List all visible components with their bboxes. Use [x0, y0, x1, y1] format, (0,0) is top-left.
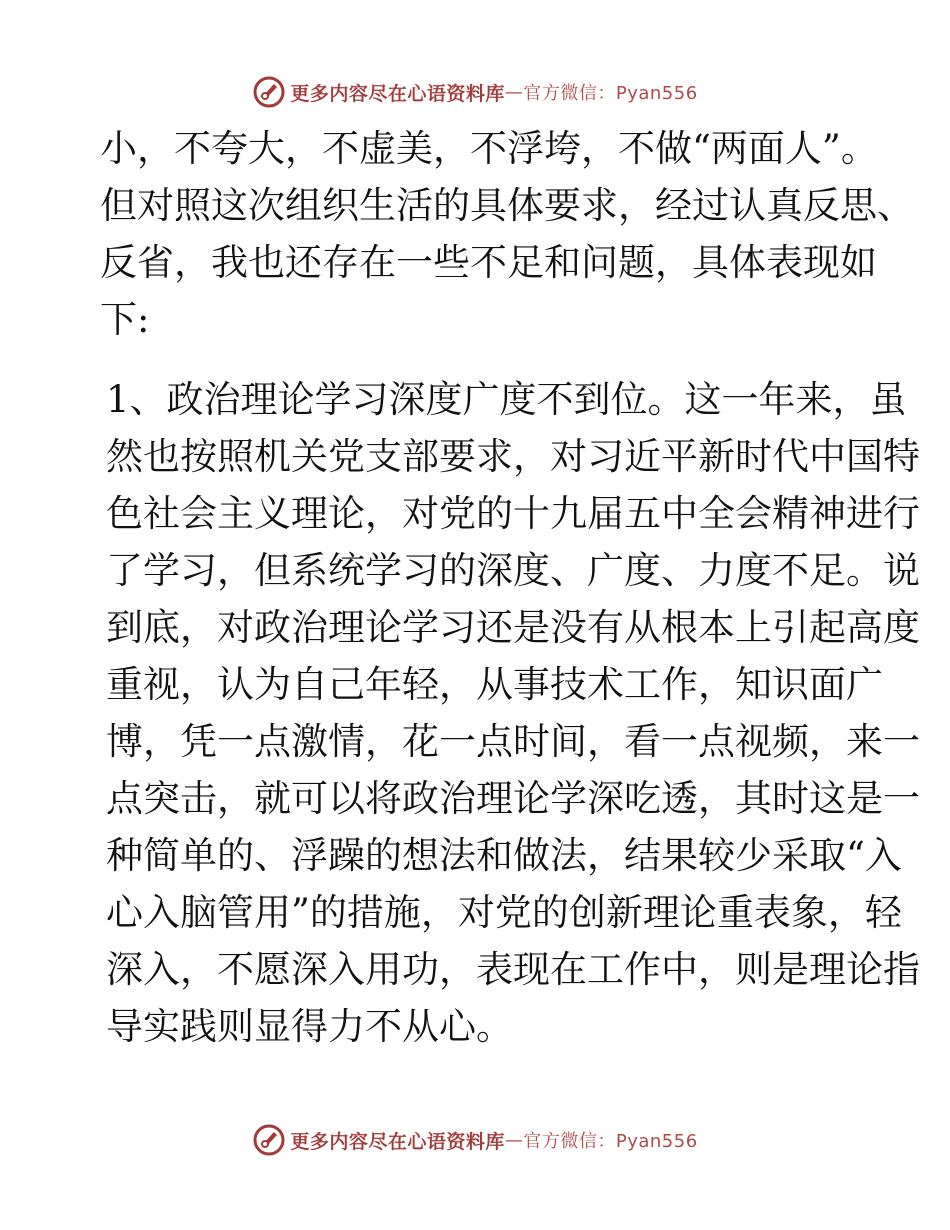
header-watermark [0, 72, 950, 112]
text-line: 了学习，但系统学习的深度、广度、力度不足。说 [106, 549, 920, 592]
text-line: 种简单的、浮躁的想法和做法，结果较少采取“入 [106, 834, 902, 877]
text-line: 点突击，就可以将政治理论学深吃透，其时这是一 [106, 777, 920, 820]
watermark-main-text: 更多内容尽在心语资料库 [290, 1130, 505, 1153]
text-line: 博，凭一点激情，花一点时间，看一点视频，来一 [106, 720, 920, 763]
document-body [100, 120, 920, 1055]
text-line: 反省，我也还存在一些不足和问题，具体表现如 [100, 241, 877, 284]
text-line: 导实践则显得力不从心。 [106, 1005, 513, 1048]
brand-logo-icon [252, 75, 286, 109]
text-line: 下: [100, 298, 150, 341]
text-line: 小，不夸大，不虚美，不浮垮，不做“两面人”。 [100, 127, 878, 170]
watermark-separator: — [504, 81, 524, 103]
text-line: 色社会主义理论，对党的十九届五中全会精神进行 [106, 492, 920, 535]
text-line: 到底，对政治理论学习还是没有从根本上引起高度 [106, 606, 920, 649]
watermark-sub-text: 官方微信：Pyan556 [523, 83, 698, 104]
text-line: 然也按照机关党支部要求，对习近平新时代中国特 [106, 435, 920, 478]
paragraph-intro [100, 120, 914, 348]
text-line: 重视，认为自己年轻，从事技术工作，知识面广 [106, 663, 883, 706]
text-line: 1、政治理论学习深度广度不到位。这一年来，虽 [106, 378, 907, 421]
paragraph-gap [100, 348, 860, 371]
watermark-text [290, 1127, 697, 1154]
watermark-main-text: 更多内容尽在心语资料库 [290, 82, 505, 105]
footer-watermark [0, 1120, 950, 1160]
brand-logo-icon [252, 1123, 286, 1157]
text-line: 心入脑管用”的措施，对党的创新理论重表象，轻 [106, 891, 902, 934]
watermark-text [290, 79, 697, 106]
text-line: 但对照这次组织生活的具体要求，经过认真反思、 [100, 184, 914, 227]
watermark-separator: — [504, 1129, 524, 1151]
paragraph-item-1 [100, 371, 920, 1055]
watermark-sub-text: 官方微信：Pyan556 [523, 1131, 698, 1152]
text-line: 深入，不愿深入用功，表现在工作中，则是理论指 [106, 948, 920, 991]
